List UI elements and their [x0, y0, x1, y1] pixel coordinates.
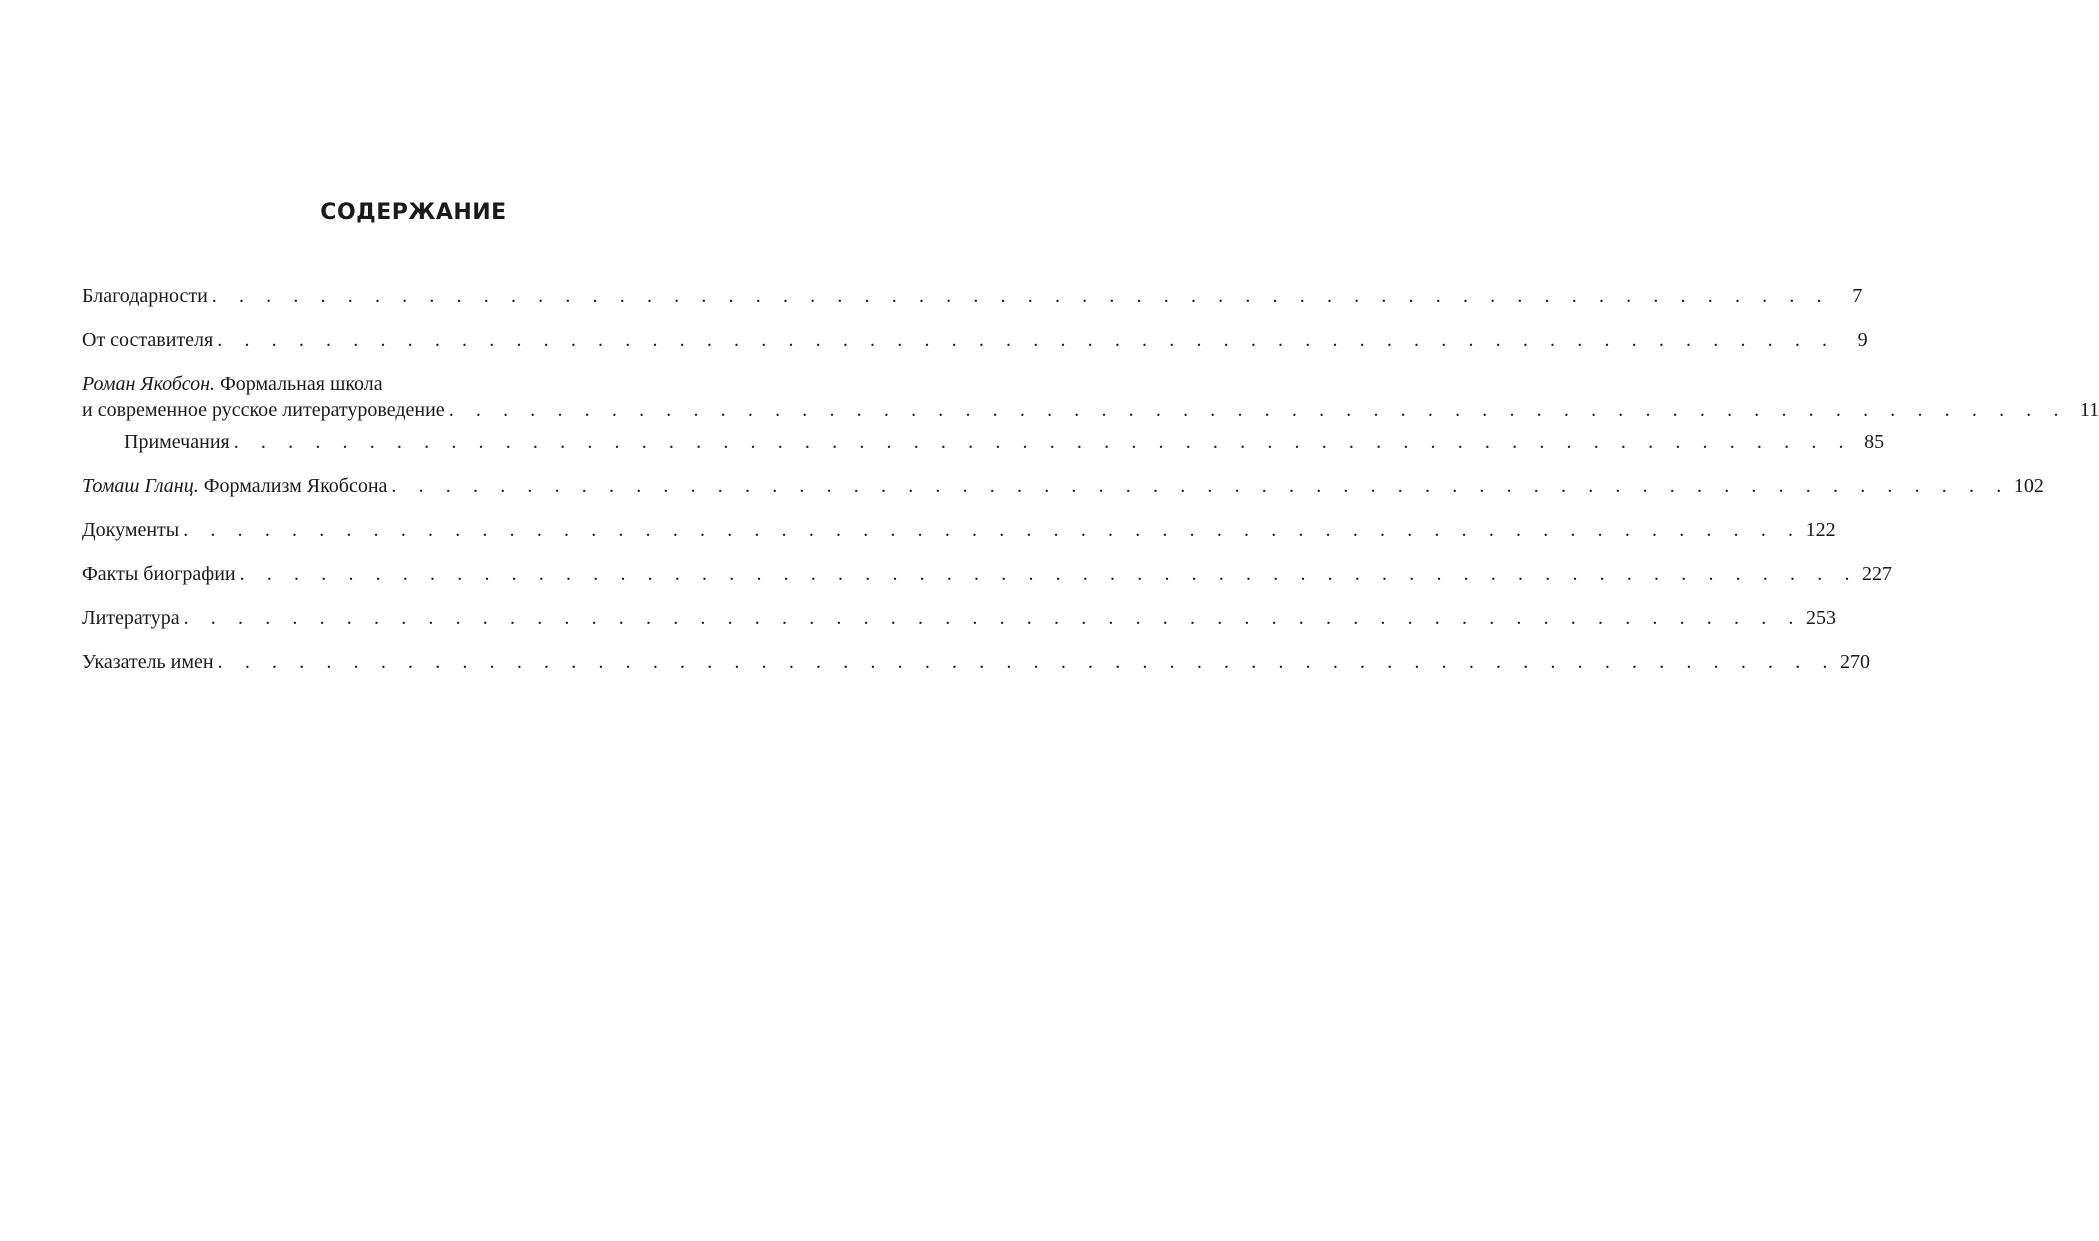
toc-entry-biography [82, 561, 1893, 587]
toc-entry-jakobson-formal-school [82, 371, 2099, 423]
page-number: 85 [1864, 431, 1885, 453]
dot-leader: . . . . . . . . . . . . . . . . . . . . . . . . . . . . . . . . . . . . . . . . . . . . . . . . . . . . . . . . . . . . [217, 329, 1836, 351]
entry-title-line2: и современное русское литературоведение [82, 399, 445, 421]
toc-entry-documents [82, 517, 1836, 543]
dot-leader: . . . . . . . . . . . . . . . . . . . . . . . . . . . . . . . . . . . . . . . . . . . . . . . . . . . . . . . . . . . . [211, 285, 1831, 307]
page-number: 9 [1857, 329, 1868, 351]
dot-leader: . . . . . . . . . . . . . . . . . . . . . . . . . . . . . . . . . . . . . . . . . . . . . . . . . . . . . . . . . . . . [217, 651, 1837, 673]
toc-entry-name-index [82, 649, 1871, 675]
entry-title: Указатель имен [82, 651, 214, 673]
dot-leader: . . . . . . . . . . . . . . . . . . . . . . . . . . . . . . . . . . . . . . . . . . . . . . . . . . . . . . . . . . . . [183, 607, 1803, 629]
page-number: 270 [1840, 651, 1871, 673]
page-number: 253 [1806, 607, 1837, 629]
page-number: 7 [1852, 285, 1863, 307]
dot-leader: . . . . . . . . . . . . . . . . . . . . . . . . . . . . . . . . . . . . . . . . . . . . . . . . . . . . . . . . . . . . [233, 431, 1853, 453]
entry-title: Факты биографии [82, 563, 236, 585]
page-number: 122 [1805, 519, 1836, 541]
toc-entry-literature [82, 605, 1837, 631]
dot-leader: . . . . . . . . . . . . . . . . . . . . . . . . . . . . . . . . . . . . . . . . . . . . . . . . . . . . . . . . . . . . [448, 399, 2068, 421]
toc-entry-glanc-formalism [82, 473, 2044, 499]
toc-entry-acknowledgements [82, 283, 1863, 309]
dot-leader: . . . . . . . . . . . . . . . . . . . . . . . . . . . . . . . . . . . . . . . . . . . . . . . . . . . . . . . . . . . . [239, 563, 1859, 585]
entry-title: Благодарности [82, 285, 208, 307]
dot-leader: . . . . . . . . . . . . . . . . . . . . . . . . . . . . . . . . . . . . . . . . . . . . . . . . . . . . . . . . . . . . [391, 475, 2010, 497]
toc-entry-notes [82, 429, 1885, 455]
page-number: 227 [1862, 563, 1893, 585]
entry-author: Томаш Гланц. [82, 475, 199, 497]
entry-title: От составителя [82, 329, 214, 351]
dot-leader: . . . . . . . . . . . . . . . . . . . . . . . . . . . . . . . . . . . . . . . . . . . . . . . . . . . . . . . . . . . . [183, 519, 1802, 541]
page-number: 102 [2013, 475, 2044, 497]
page-number: 11 [2079, 399, 2099, 421]
entry-title: Формализм Якобсона [203, 475, 388, 497]
entry-title: Примечания [124, 431, 230, 453]
entry-title: Документы [82, 519, 180, 541]
entry-author: Роман Якобсон. [82, 373, 215, 395]
toc-entry-from-compiler [82, 327, 1868, 353]
entry-title-line1: Формальная школа [220, 373, 383, 395]
toc-heading: СОДЕРЖАНИЕ [320, 200, 507, 225]
entry-title: Литература [82, 607, 180, 629]
